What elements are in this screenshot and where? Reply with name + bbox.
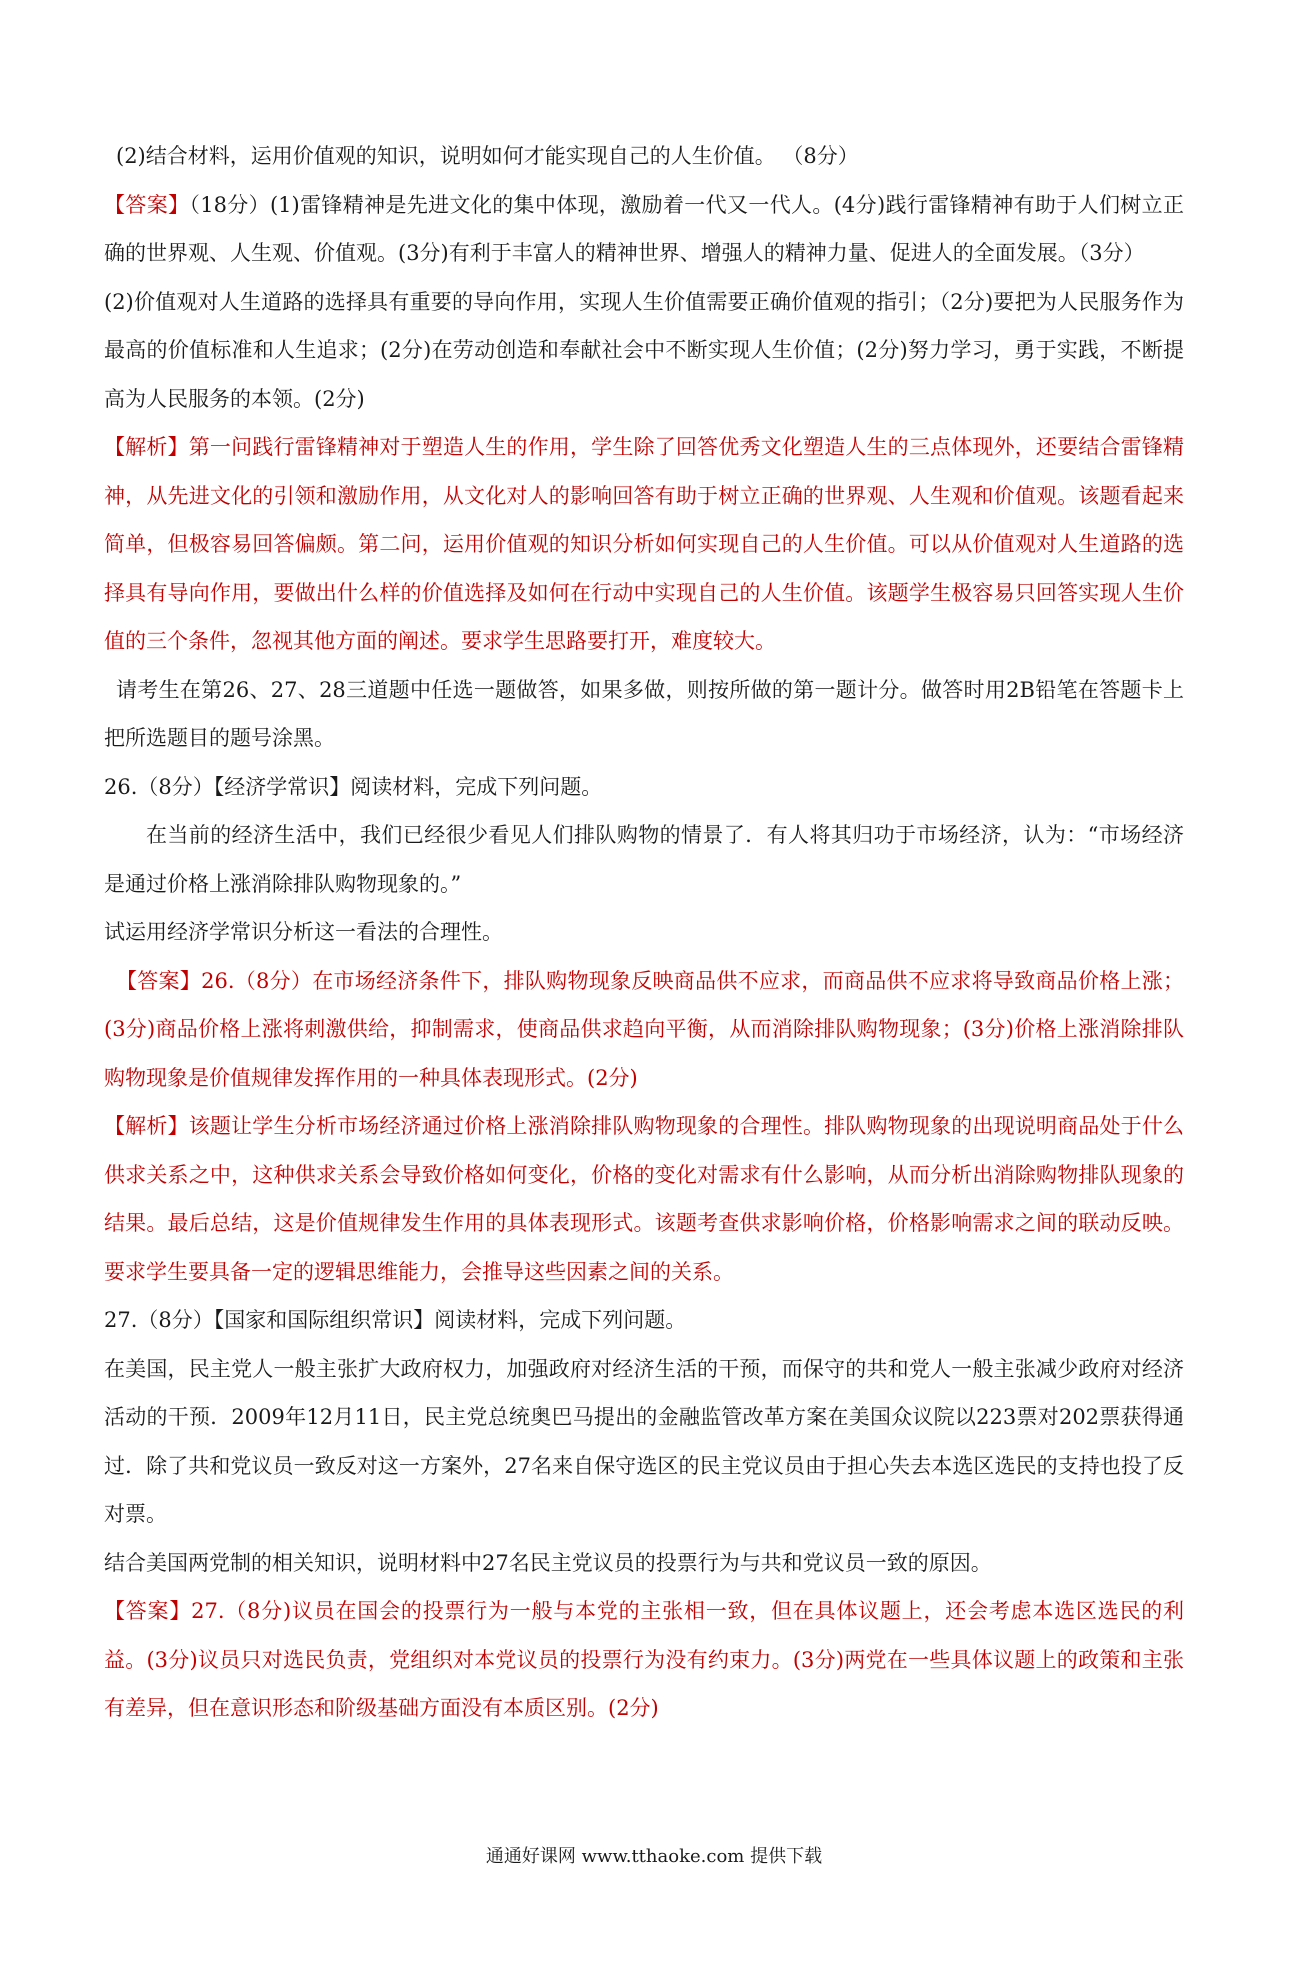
question-27-material: 在美国，民主党人一般主张扩大政府权力，加强政府对经济生活的干预，而保守的共和党人一般主张减少政府对经济活动的干预．2009年12月11日，民主党总统奥巴马提出的金融监管改革方案在美国众议院以223票对202票获得通过．除了共和党议员一致反对这一方案外，27名来自保守选区的民主党议员由于担心失去本选区选民的支持也投了反对票。	[104, 1356, 1184, 1526]
answer-tag: 【答案】	[116, 968, 202, 993]
answer-25: 【答案】（18分）(1)雷锋精神是先进文化的集中体现，激励着一代又一代人。(4分)践行雷锋精神有助于人们树立正确的世界观、人生观、价值观。(3分)有利于丰富人的精神世界、增强人的精神力量、促进人的全面发展。（3分）	[104, 192, 1185, 265]
question-26-prompt: 试运用经济学常识分析这一看法的合理性。	[104, 920, 503, 944]
answer-tag: 【答案】	[104, 192, 190, 217]
instructions: 请考生在第26、27、28三道题中任选一题做答，如果多做，则按所做的第一题计分。做答时用2B铅笔在答题卡上把所选题目的题号涂黑。	[104, 677, 1184, 750]
analysis-26: 【解析】该题让学生分析市场经济通过价格上涨消除排队购物现象的合理性。排队购物现象的出现说明商品处于什么供求关系之中，这种供求关系会导致价格如何变化，价格的变化对需求有什么影响，从而分析出消除购物排队现象的结果。最后总结，这是价值规律发生作用的具体表现形式。该题考查供求影响价格，价格影响需求之间的联动反映。要求学生要具备一定的逻辑思维能力，会推导这些因素之间的关系。	[104, 1114, 1185, 1284]
question-26-heading: 26.（8分）【经济学常识】阅读材料，完成下列问题。	[104, 774, 603, 799]
answer-26: 【答案】26.（8分）在市场经济条件下，排队购物现象反映商品供不应求，而商品供不应求将导致商品价格上涨；(3分)商品价格上涨将刺激供给，抑制需求，使商品供求趋向平衡，从而消除排队购物现象；(3分)价格上涨消除排队购物现象是价值规律发挥作用的一种具体表现形式。(2分)	[104, 968, 1185, 1090]
analysis-tag: 【解析】	[104, 435, 189, 459]
analysis-25: 【解析】第一问践行雷锋精神对于塑造人生的作用，学生除了回答优秀文化塑造人生的三点体现外，还要结合雷锋精神，从先进文化的引领和激励作用，从文化对人的影响回答有助于树立正确的世界观、人生观和价值观。该题看起来简单，但极容易回答偏颇。第二问，运用价值观的知识分析如何实现自己的人生价值。可以从价值观对人生道路的选择具有导向作用，要做出什么样的价值选择及如何在行动中实现自己的人生价值。该题学生极容易只回答实现人生价值的三个条件，忽视其他方面的阐述。要求学生思路要打开，难度较大。	[104, 435, 1185, 653]
question-25-part-2: (2)结合材料，运用价值观的知识，说明如何才能实现自己的人生价值。 （8分）	[116, 144, 859, 168]
question-26-material: 在当前的经济生活中，我们已经很少看见人们排队购物的情景了．有人将其归功于市场经济，认为：“市场经济是通过价格上涨消除排队购物现象的。”	[104, 823, 1184, 896]
question-27-prompt: 结合美国两党制的相关知识，说明材料中27名民主党议员的投票行为与共和党议员一致的原因。	[104, 1550, 992, 1575]
answer-tag: 【答案】	[104, 1599, 192, 1623]
document-body	[104, 132, 1184, 1733]
answer-27: 【答案】27.（8分)议员在国会的投票行为一般与本党的主张相一致，但在具体议题上，还会考虑本选区选民的利益。(3分)议员只对选民负责，党组织对本党议员的投票行为没有约束力。(3分)两党在一些具体议题上的政策和主张有差异，但在意识形态和阶级基础方面没有本质区别。(2分)	[104, 1599, 1184, 1720]
analysis-tag: 【解析】	[104, 1114, 189, 1138]
page-footer: 通通好课网 www.tthaoke.com 提供下载	[485, 1846, 823, 1867]
question-27-heading: 27.（8分）【国家和国际组织常识】阅读材料，完成下列问题。	[104, 1308, 687, 1332]
answer-25-part-2: (2)价值观对人生道路的选择具有重要的导向作用，实现人生价值需要正确价值观的指引；（2分)要把为人民服务作为最高的价值标准和人生追求；(2分)在劳动创造和奉献社会中不断实现人生价值；(2分)努力学习，勇于实践，不断提高为人民服务的本领。(2分)	[104, 289, 1184, 411]
